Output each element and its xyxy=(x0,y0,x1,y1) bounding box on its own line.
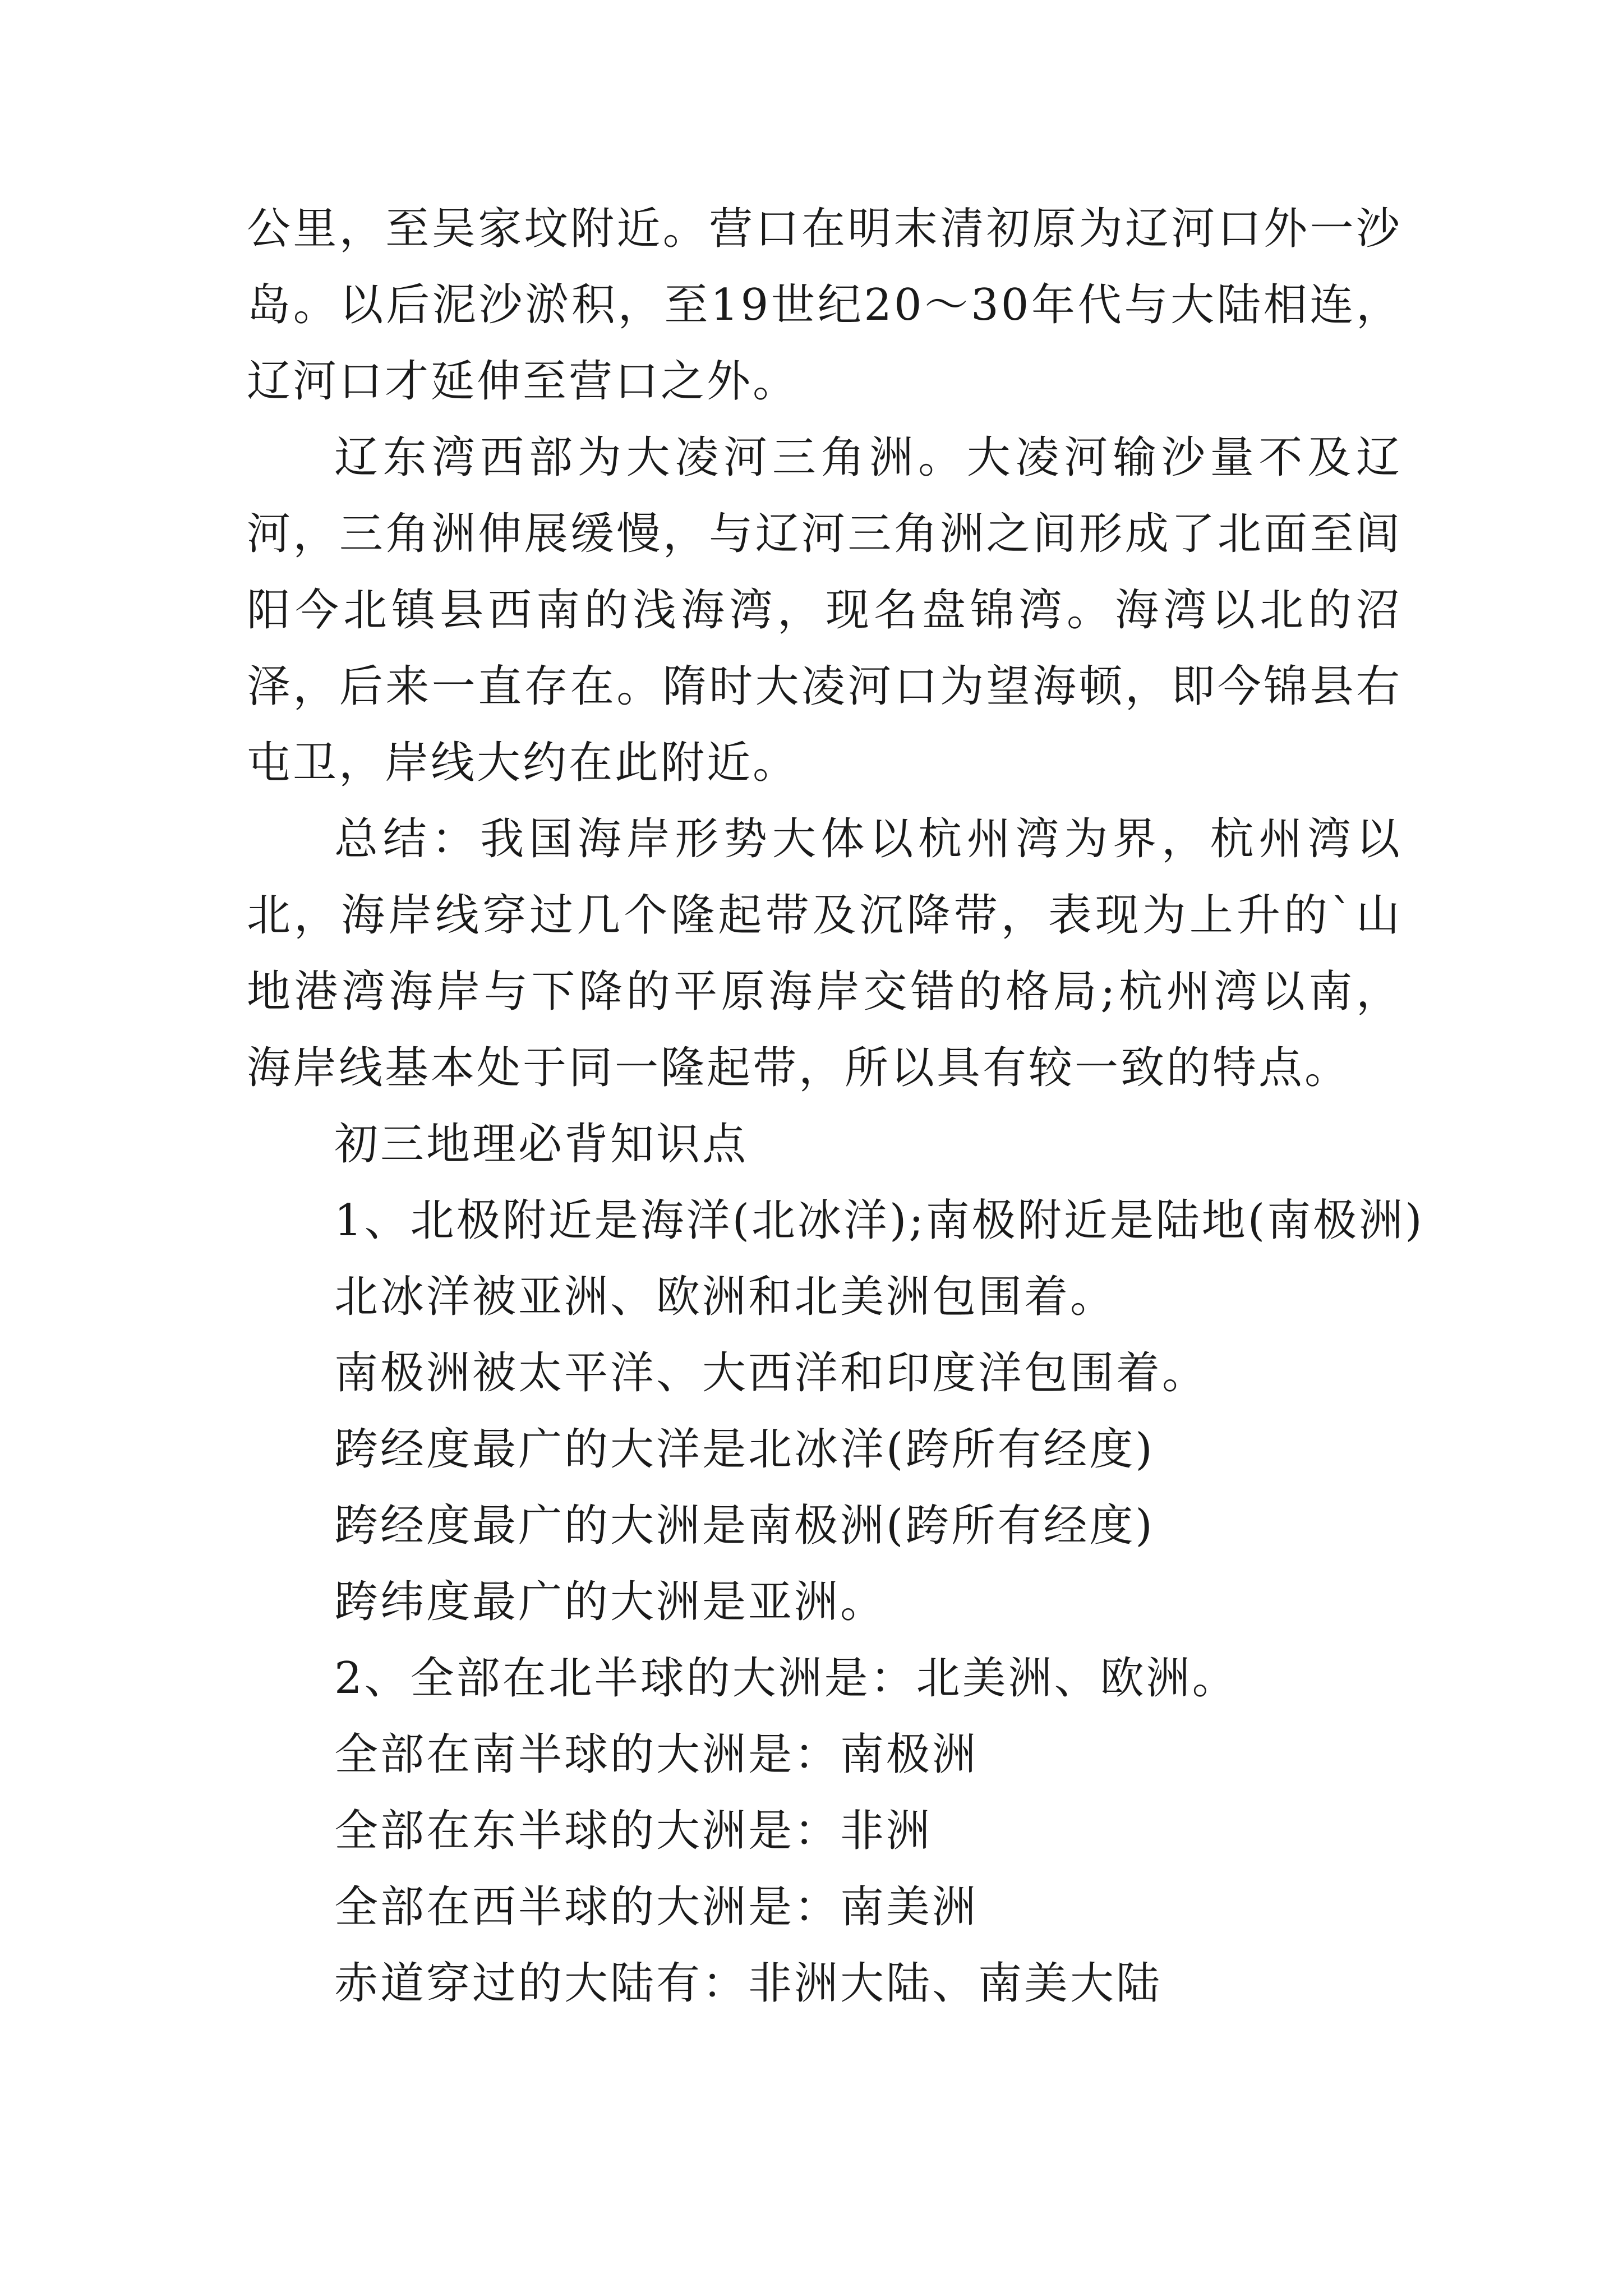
list-item: 跨纬度最广的大洲是亚洲。 xyxy=(334,1577,887,1627)
list-item: 全部在西半球的大洲是：南美洲 xyxy=(334,1882,979,1932)
list-item: 跨经度最广的大洋是北冰洋(跨所有经度) xyxy=(334,1424,1155,1475)
paragraph-yingkou: 公里，至吴家坟附近。营口在明末清初原为辽河口外一沙岛。以后泥沙淤积，至19世纪20～30年代与大陆相连，辽河口才延伸至营口之外。 xyxy=(247,204,1402,407)
document-body xyxy=(247,191,1424,2022)
list-item: 南极洲被太平洋、大西洋和印度洋包围着。 xyxy=(334,1348,1209,1398)
list-item: 全部在东半球的大洲是：非洲 xyxy=(334,1806,933,1856)
list-item: 跨经度最广的大洲是南极洲(跨所有经度) xyxy=(334,1501,1155,1551)
list-item: 2、全部在北半球的大洲是：北美洲、欧洲。 xyxy=(334,1653,1238,1704)
list-item: 北冰洋被亚洲、欧洲和北美洲包围着。 xyxy=(334,1272,1117,1322)
paragraph-summary: 总结：我国海岸形势大体以杭州湾为界，杭州湾以北，海岸线穿过几个隆起带及沉降带，表现为上升的`山地港湾海岸与下降的平原海岸交错的格局;杭州湾以南，海岸线基本处于同一隆起带，所以具有较一致的特点。 xyxy=(247,814,1402,1093)
list-item: 1、北极附近是海洋(北冰洋);南极附近是陆地(南极洲) xyxy=(334,1195,1424,1246)
list-item: 全部在南半球的大洲是：南极洲 xyxy=(334,1729,979,1780)
list-item: 赤道穿过的大陆有：非洲大陆、南美大陆 xyxy=(334,1958,1163,2009)
paragraph-dalinghe-delta: 辽东湾西部为大凌河三角洲。大凌河输沙量不及辽河，三角洲伸展缓慢，与辽河三角洲之间形成了北面至闾阳今北镇县西南的浅海湾，现名盘锦湾。海湾以北的沼泽，后来一直存在。隋时大凌河口为望海顿，即今锦县右屯卫，岸线大约在此附近。 xyxy=(247,432,1402,788)
section-heading: 初三地理必背知识点 xyxy=(334,1119,749,1170)
